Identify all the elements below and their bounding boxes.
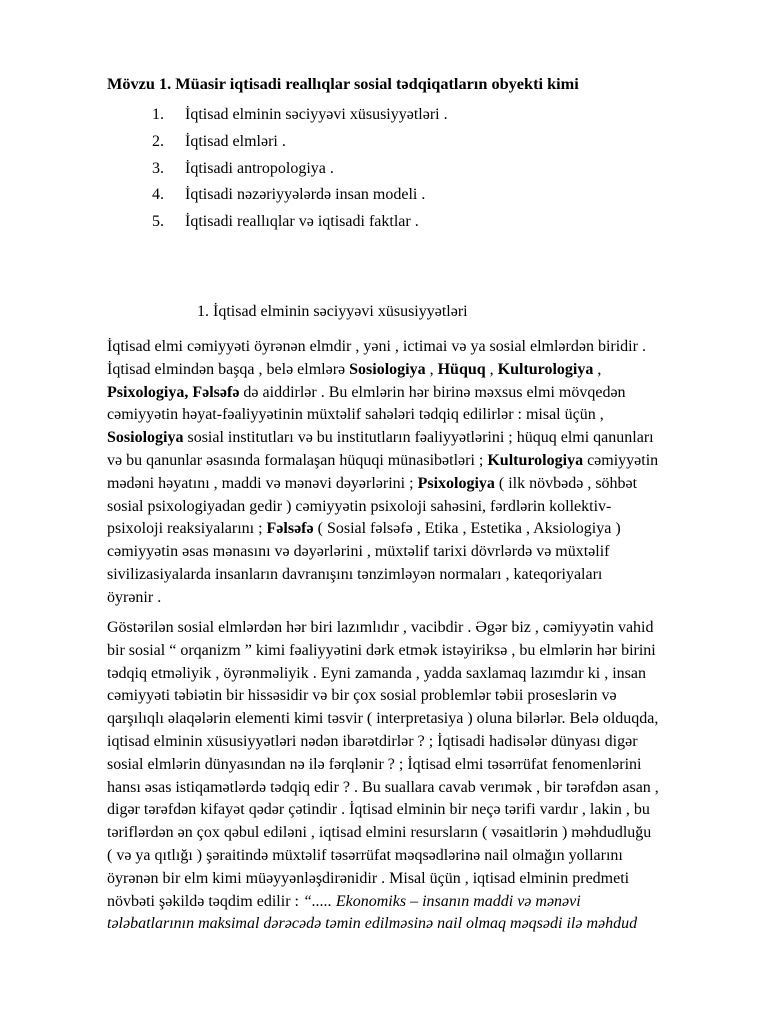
text-run: və bu qanunlar əsasında formalaşan hüquqi münasibətləri ; [107,451,488,469]
toc-item-number: 3. [152,159,164,177]
bold-term: Psixologiya, Fəlsəfə [107,383,240,401]
toc-item-number: 4. [152,186,164,204]
toc-item [152,133,448,160]
text-run: də aiddirlər . Bu elmlərin hər birinə məxsus elmi mövqedən [239,383,626,401]
text-line [107,404,707,427]
text-line [107,891,707,914]
text-line [107,822,707,845]
text-run: digər tərəfdən kifayət qədər çətindir . İqtisad elminin bir neçə tərifi vardır , lakin , bu [107,801,650,819]
text-line [107,518,707,541]
text-line [107,640,707,663]
text-line [107,754,707,777]
text-run: psixoloji reaksiyalarını ; [107,520,267,538]
toc-item [152,160,448,187]
italic-quote: tələbatlarının maksimal dərəcədə təmin edilməsinə nail olmaq məqsədi ilə məhdud [107,915,638,933]
toc-item-text: İqtisadi nəzəriyyələrdə insan modeli . [185,186,426,204]
section-heading: 1. İqtisad elminin səciyyəvi xüsusiyyətləri [197,303,468,320]
text-line [107,427,707,450]
text-run: cəmiyyəti təbiətin bir hissəsidir və bir çox sosial problemlər təbii proseslərin və [107,687,617,705]
text-run: təriflərdən ən çox qəbul ediləni , iqtisad elmini resursların ( vəsaitlərin ) məhdudluğu [107,824,652,842]
document-title: Mövzu 1. Müasir iqtisadi reallıqlar sosial tədqiqatların obyekti kimi [107,74,579,93]
toc-item-text: İqtisadi reallıqlar və iqtisadi faktlar . [185,213,419,231]
table-of-contents [152,106,448,240]
text-run: , [593,360,602,378]
text-line [107,685,707,708]
text-run: ( Sosial fəlsəfə , Etika , Estetika , Aksiologiya ) [313,520,621,538]
text-run: iqtisad elminin xüsusiyyətləri nədən ibarətdirlər ? ; İqtisadi hadisələr dünyası digər [107,732,638,750]
text-run: bir sosial “ orqanizm ” kimi fəaliyyətini dərk etmək istəyiriksə , bu elmlərin hər birini [107,641,656,659]
text-run: cəmiyyətin [583,451,659,469]
text-line [107,913,707,936]
bold-term: Sosiologiya [349,360,426,378]
paragraph-1 [107,336,707,610]
italic-quote: “..... Ekonomiks – insanın maddi və mənəvi [302,892,581,910]
text-line [107,731,707,754]
text-line [107,336,707,359]
bold-term: Kulturologiya [487,451,584,469]
text-line [107,496,707,519]
bold-term: Hüquq [437,360,486,378]
text-run: sosial elmlərin dünyasından nə ilə fərqlənir ? ; İqtisad elmi təsərrüfat fenomenlərini [107,755,642,773]
text-line [107,799,707,822]
text-line [107,708,707,731]
text-line [107,777,707,800]
text-line [107,845,707,868]
text-line [107,541,707,564]
text-line [107,587,707,610]
text-line [107,473,707,496]
text-line [107,617,707,640]
toc-item [152,186,448,213]
text-run: Göstərilən sosial elmlərdən hər biri lazımlıdır , vacibdir . Əgər biz , cəmiyyətin vahid [107,619,654,636]
text-run: , [485,360,498,378]
text-run: növbəti şəkildə təqdim edilir : [107,892,303,910]
toc-item-number: 5. [152,213,164,231]
toc-item [152,106,448,133]
toc-item [152,213,448,240]
text-line [107,564,707,587]
text-run: , [425,360,438,378]
toc-item-number: 1. [152,106,164,123]
bold-term: Fəlsəfə [266,520,314,538]
bold-term: Sosiologiya [107,429,184,447]
text-run: ( ilk növbədə , söhbət [494,474,638,492]
text-run: mədəni həyatını , maddi və mənəvi dəyərlərini ; [107,474,418,492]
text-run: İqtisad elmi cəmiyyəti öyrənən elmdir , yəni , ictimai və ya sosial elmlərdən biridir . [107,338,646,355]
text-run: cəmiyyətin əsas mənasını və dəyərlərini , müxtəlif tarixi dövrlərdə və müxtəlif [107,543,610,561]
paragraph-2 [107,617,707,936]
text-line [107,382,707,405]
text-line [107,663,707,686]
toc-item-text: İqtisad elmləri . [185,132,286,150]
text-run: cəmiyyətin həyat-fəaliyyətinin müxtəlif sahələri tədqiq edilirlər : misal üçün , [107,406,604,424]
text-run: sivilizasiyalarda insanların davranışını tənzimləyən normaları , kateqoriyaları [107,565,603,583]
text-line [107,868,707,891]
text-run: öyrənən bir elm kimi müəyyənləşdirənidir . Misal üçün , iqtisad elminin predmeti [107,869,630,887]
text-run: öyrənir . [107,588,162,606]
bold-term: Kulturologiya [497,360,594,378]
toc-item-text: İqtisadi antropologiya . [185,159,334,177]
text-run: sosial psixologiyadan gedir ) cəmiyyətin psixoloji sahəsini, fərdlərin kollektiv- [107,497,612,515]
text-run: sosial institutları və bu institutların fəaliyyətlərini ; hüquq elmi qanunları [183,429,654,447]
toc-item-number: 2. [152,132,164,150]
text-line [107,450,707,473]
bold-term: Psixologiya [417,474,495,492]
text-line [107,359,707,382]
text-run: İqtisad elmindən başqa , belə elmlərə [107,360,350,378]
toc-item-text: İqtisad elminin səciyyəvi xüsusiyyətləri . [185,106,448,123]
text-run: qarşılıqlı əlaqələrin elementi kimi təsvir ( interpretasiya ) oluna bilərlər. Belə olduqda, [107,710,659,728]
text-run: tədqiq etməliyik , öyrənməliyik . Eyni zamanda , yadda saxlamaq lazımdır ki , insan [107,664,646,682]
text-run: ( və ya qıtlığı ) şəraitində müxtəlif təsərrüfat məqsədlərinə nail olmağın yollarını [107,846,623,864]
text-run: hansı əsas istiqamətlərdə tədqiq edir ? . Bu suallara cavab verımək , bir tərəfdən asan , [107,778,659,796]
